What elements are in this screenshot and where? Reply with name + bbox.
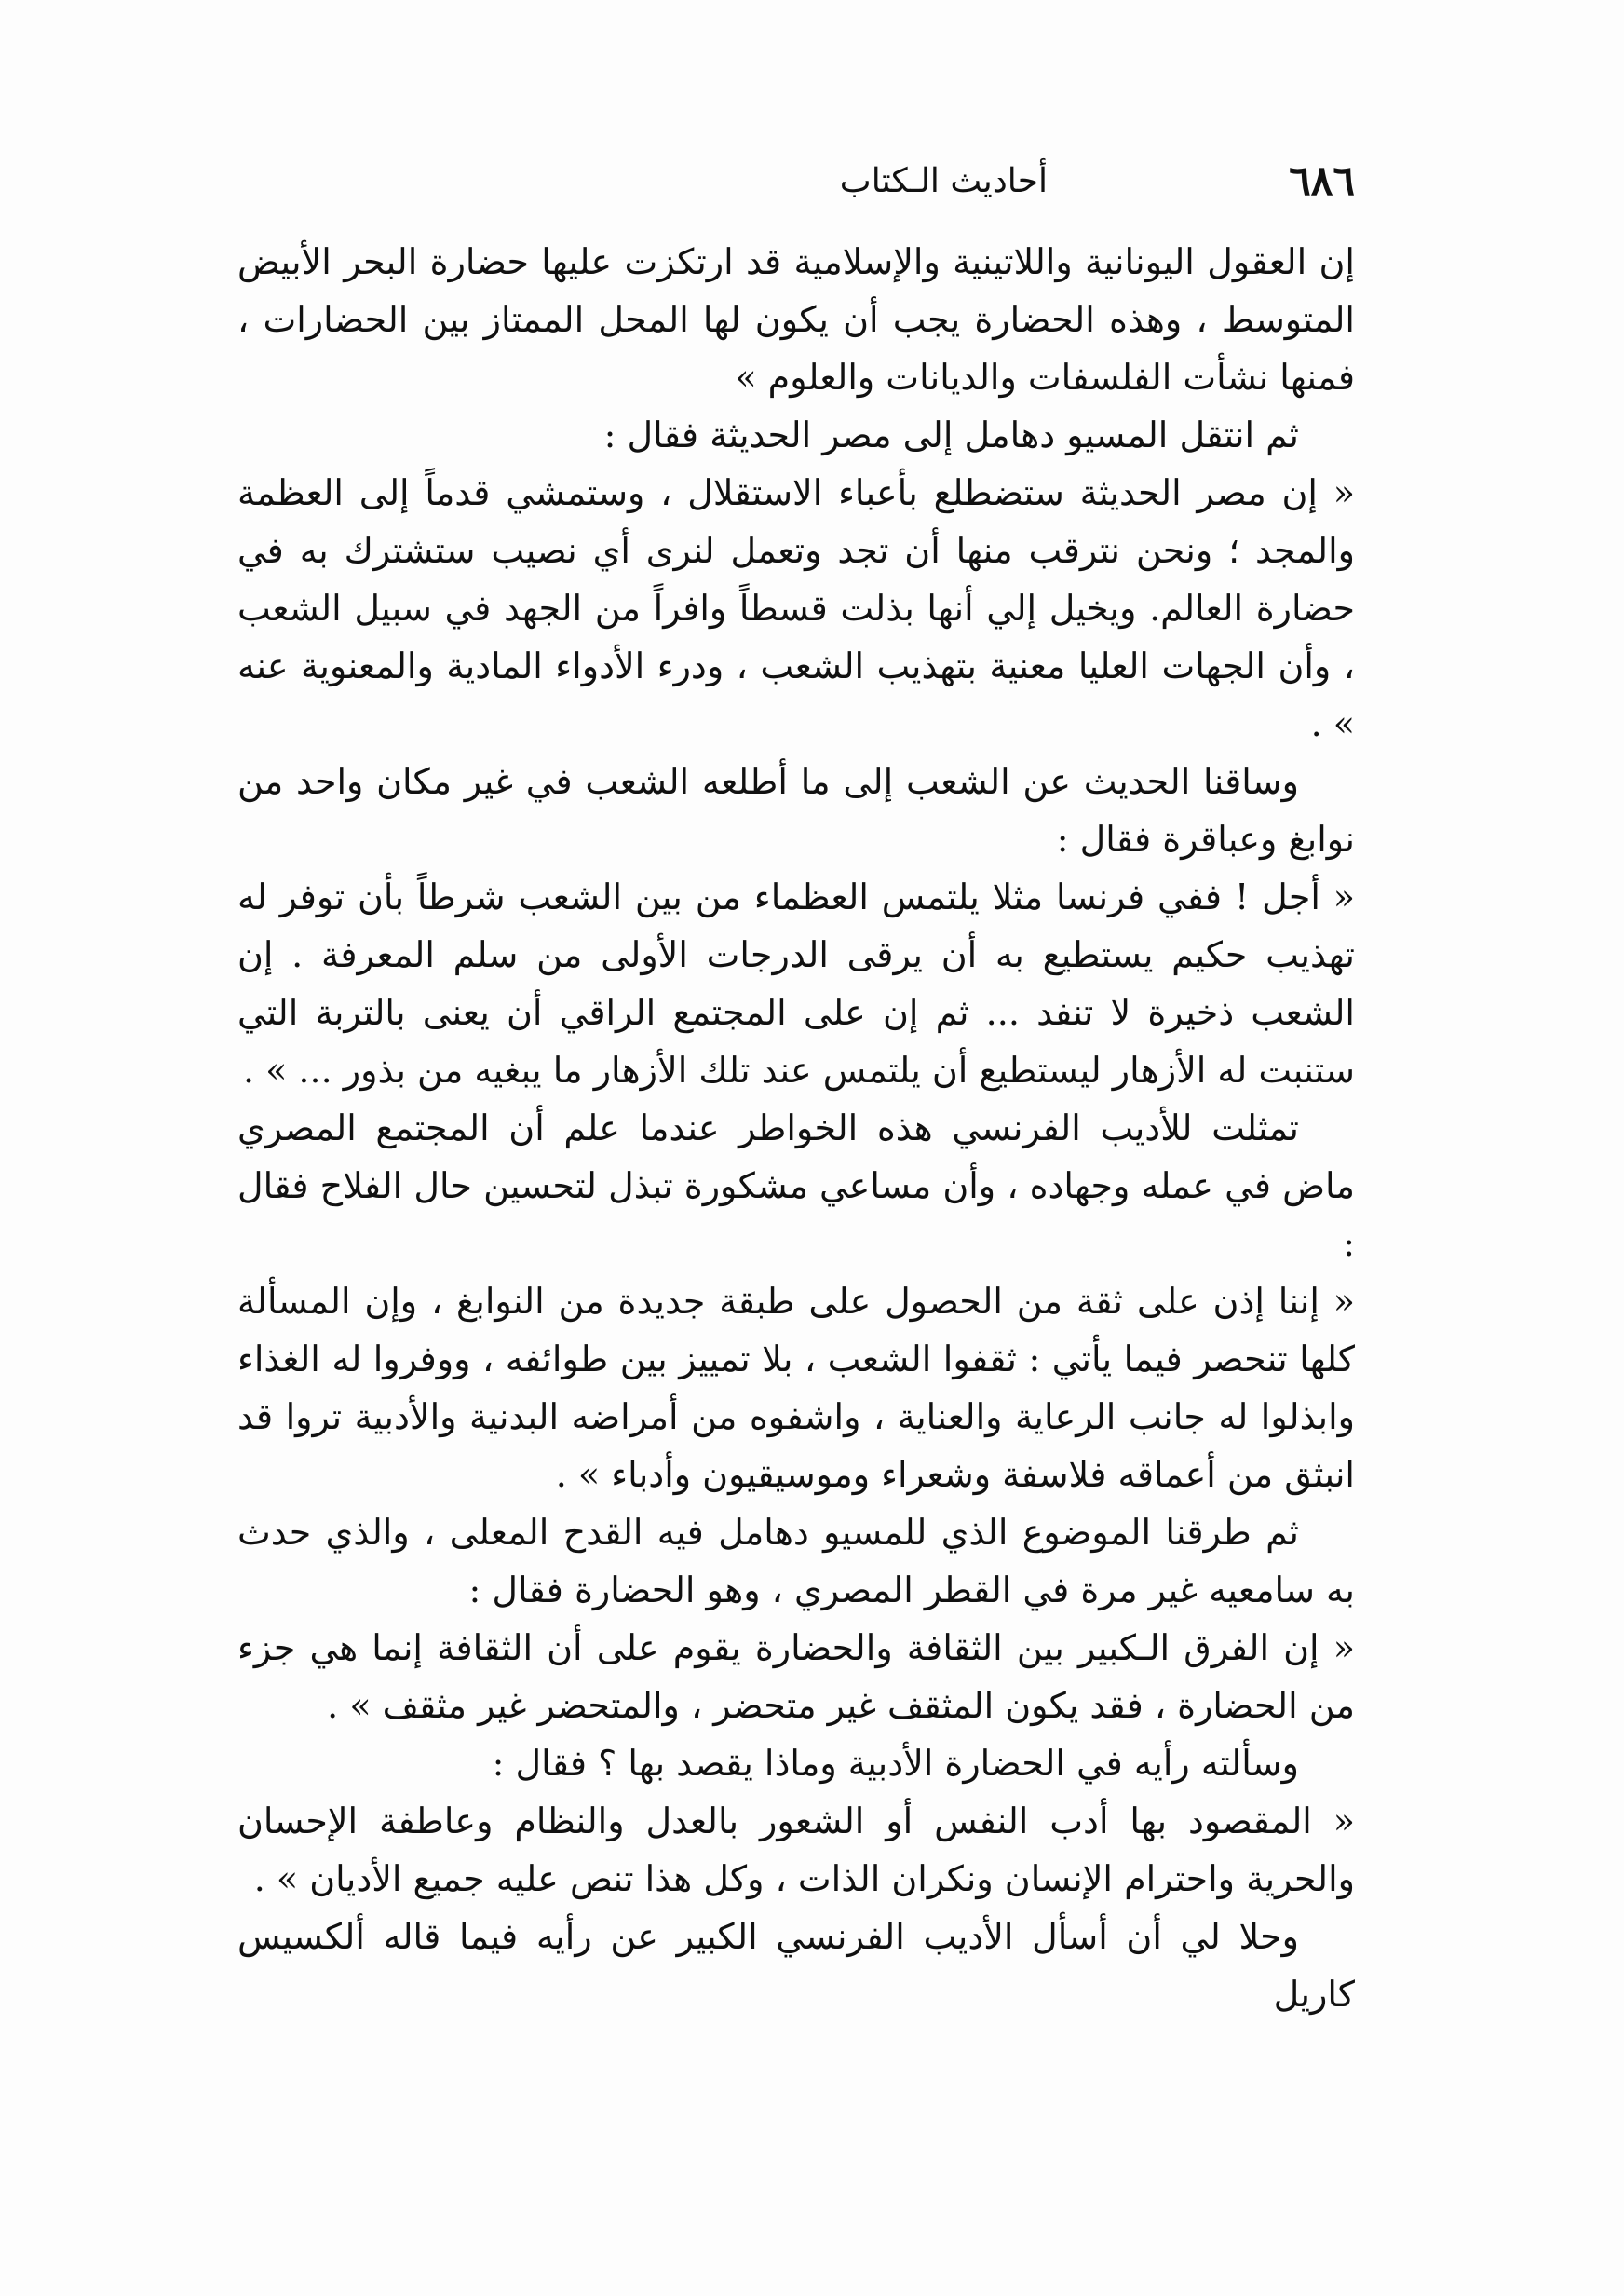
page-number: ٦٨٦ (1289, 157, 1355, 205)
paragraph-5: « أجل ! ففي فرنسا مثلا يلتمس العظماء من بين الشعب شرطاً بأن توفر له تهذيب حكيم يستطيع به أن يرقى الدرجات الأولى من سلم المعرفة . إن الشعب ذخيرة لا تنفد ... ثم إن على المجتمع الراقي أن يعنى بالتربة التي ستنبت له الأزهار ليستطيع أن يلتمس عند تلك الأزهار ما يبغيه من بذور ... » . (237, 876, 1355, 1091)
paragraph-4: وساقنا الحديث عن الشعب إلى ما أطلعه الشعب في غير مكان واحد من نوابغ وعباقرة فقال : (237, 761, 1355, 860)
paragraph-2: ثم انتقل المسيو دهامل إلى مصر الحديثة فقال : (603, 414, 1299, 455)
paragraph-1: إن العقول اليونانية واللاتينية والإسلامية قد ارتكزت عليها حضارة البحر الأبيض المتوسط ، وهذه الحضارة يجب أن يكون لها المحل الممتاز بين الحضارات ، فمنها نشأت الفلسفات والديانات والعلوم » (237, 241, 1355, 398)
page-header (237, 149, 1355, 214)
running-title: أحاديث الـكتاب (839, 162, 1048, 200)
paragraph-12: وحلا لي أن أسأل الأديب الفرنسي الكبير عن رأيه فيما قاله ألكسيس كاريل (237, 1916, 1355, 2015)
paragraph-10: وسألته رأيه في الحضارة الأدبية وماذا يقصد بها ؟ فقال : (492, 1743, 1299, 1784)
paragraph-3: « إن مصر الحديثة ستضطلع بأعباء الاستقلال ، وستمشي قدماً إلى العظمة والمجد ؛ ونحن نترقب منها أن تجد وتعمل لنرى أي نصيب ستشترك به في حضارة العالم. ويخيل إلي أنها بذلت قسطاً وافراً من الجهد في سبيل الشعب ، وأن الجهات العليا معنية بتهذيب الشعب ، ودرء الأدواء المادية والمعنوية عنه » . (237, 472, 1355, 744)
page-body (237, 233, 1355, 2023)
paragraph-6: تمثلت للأديب الفرنسي هذه الخواطر عندما علم أن المجتمع المصري ماض في عمله وجهاده ، وأن مساعي مشكورة تبذل لتحسين حال الفلاح فقال : (237, 1107, 1355, 1264)
paragraph-8: ثم طرقنا الموضوع الذي للمسيو دهامل فيه القدح المعلى ، والذي حدث به سامعيه غير مرة في القطر المصري ، وهو الحضارة فقال : (237, 1512, 1355, 1610)
paragraph-11: « المقصود بها أدب النفس أو الشعور بالعدل والنظام وعاطفة الإحسان والحرية واحترام الإنسان ونكران الذات ، وكل هذا تنص عليه جميع الأديان » . (237, 1800, 1355, 1899)
paragraph-7: « إننا إذن على ثقة من الحصول على طبقة جديدة من النوابغ ، وإن المسألة كلها تنحصر فيما يأتي : ثقفوا الشعب ، بلا تمييز بين طوائفه ، ووفروا له الغذاء وابذلوا له جانب الرعاية والعناية ، واشفوه من أمراضه البدنية والأدبية تروا قد انبثق من أعماقه فلاسفة وشعراء وموسيقيون وأدباء » . (237, 1281, 1355, 1495)
paragraph-9: « إن الفرق الـكبير بين الثقافة والحضارة يقوم على أن الثقافة إنما هي جزء من الحضارة ، فقد يكون المثقف غير متحضر ، والمتحضر غير مثقف » . (237, 1627, 1355, 1726)
